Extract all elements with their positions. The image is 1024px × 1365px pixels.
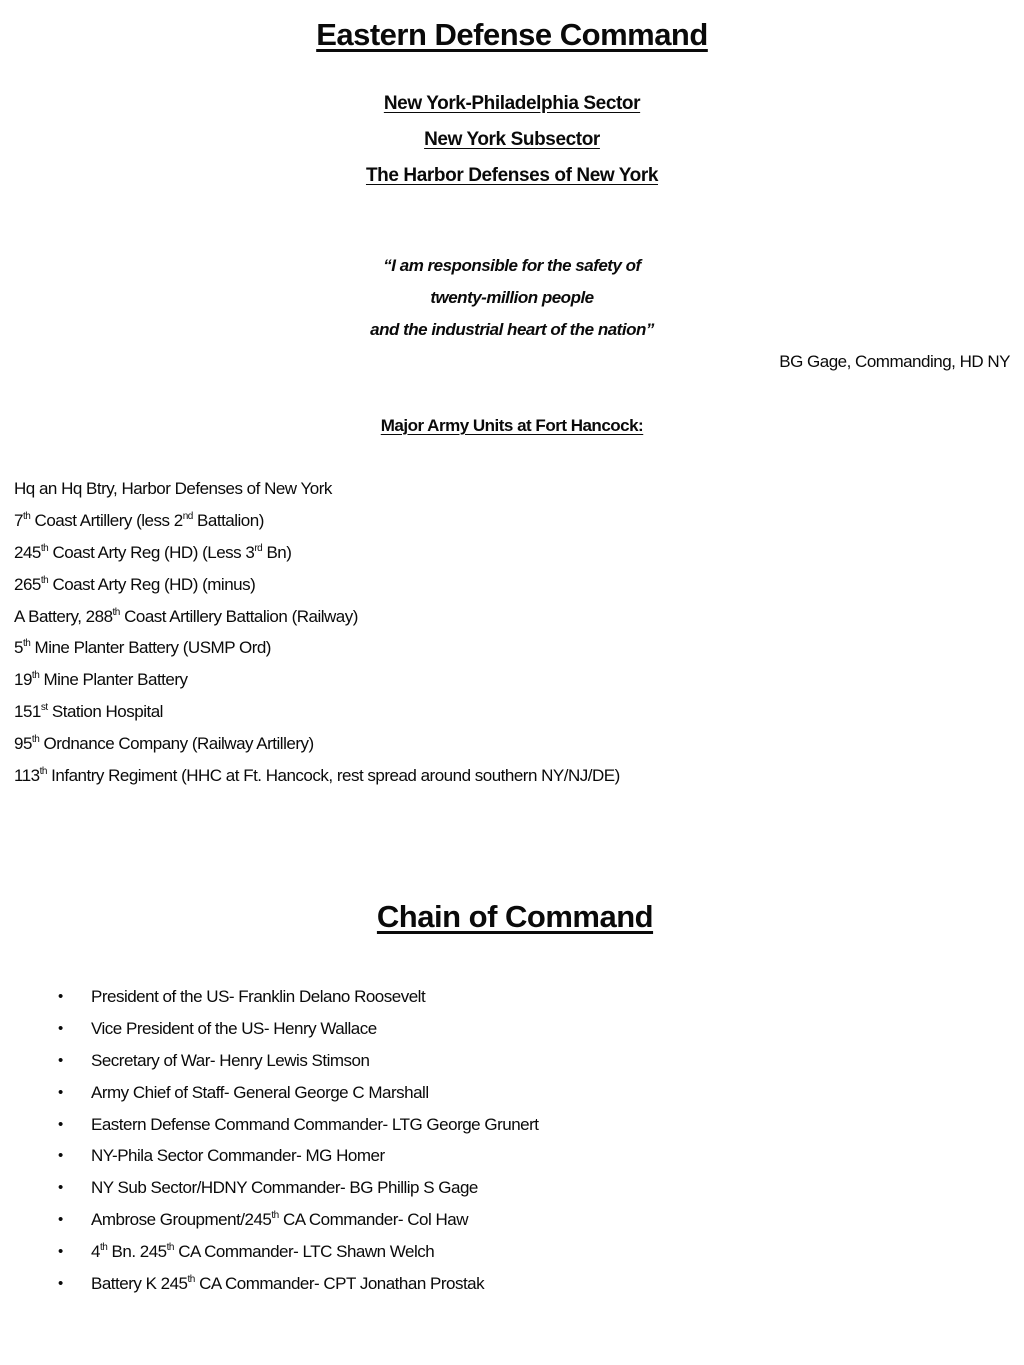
page-title: Eastern Defense Command bbox=[316, 17, 708, 52]
list-item: • Vice President of the US- Henry Wallace bbox=[58, 1017, 539, 1049]
bullet-icon: • bbox=[58, 1179, 63, 1197]
list-item: • Ambrose Groupment/245th CA Commander- Col Haw bbox=[58, 1208, 539, 1240]
list-item: 265th Coast Arty Reg (HD) (minus) bbox=[14, 574, 256, 594]
bullet-icon: • bbox=[58, 1275, 63, 1293]
list-item: • NY-Phila Sector Commander- MG Homer bbox=[58, 1144, 539, 1176]
list-item: 245th Coast Arty Reg (HD) (Less 3rd Bn) bbox=[14, 542, 292, 562]
list-item: 151st Station Hospital bbox=[14, 702, 163, 722]
bullet-icon: • bbox=[58, 1243, 63, 1261]
list-item: 113th Infantry Regiment (HHC at Ft. Hancock, rest spread around southern NY/NJ/DE) bbox=[14, 766, 620, 786]
units-list bbox=[14, 477, 620, 796]
list-item: • NY Sub Sector/HDNY Commander- BG Phillip S Gage bbox=[58, 1176, 539, 1208]
list-item: Hq an Hq Btry, Harbor Defenses of New York bbox=[14, 479, 332, 498]
list-item: A Battery, 288th Coast Artillery Battalion (Railway) bbox=[14, 606, 358, 626]
bullet-icon: • bbox=[58, 988, 63, 1005]
subtitle-sector: New York-Philadelphia Sector bbox=[383, 93, 641, 114]
subtitle-subsector: New York Subsector bbox=[424, 129, 600, 150]
list-item: • Battery K 245th CA Commander- CPT Jonathan Prostak bbox=[58, 1272, 539, 1304]
list-item: 7th Coast Artillery (less 2nd Battalion) bbox=[14, 510, 264, 530]
bullet-icon: • bbox=[58, 1147, 63, 1165]
list-item: • 4th Bn. 245th CA Commander- LTC Shawn Welch bbox=[58, 1240, 539, 1272]
list-item: • President of the US- Franklin Delano Roosevelt bbox=[58, 985, 539, 1017]
quote-attribution: BG Gage, Commanding, HD NY bbox=[779, 352, 1010, 371]
subtitle-harbor-defenses: The Harbor Defenses of New York bbox=[365, 165, 659, 186]
bullet-icon: • bbox=[58, 1083, 63, 1101]
list-item: • Army Chief of Staff- General George C Marshall bbox=[58, 1081, 539, 1113]
chain-of-command-title: Chain of Command bbox=[376, 899, 654, 934]
list-item: 95th Ordnance Company (Railway Artillery) bbox=[14, 734, 314, 754]
quote-line-2: twenty-million people bbox=[430, 288, 594, 307]
bullet-icon: • bbox=[58, 1211, 63, 1229]
bullet-icon: • bbox=[58, 1115, 63, 1133]
list-item: 19th Mine Planter Battery bbox=[14, 670, 188, 690]
list-item: • Eastern Defense Command Commander- LTG George Grunert bbox=[58, 1113, 539, 1145]
list-item: • Secretary of War- Henry Lewis Stimson bbox=[58, 1049, 539, 1081]
list-item: 5th Mine Planter Battery (USMP Ord) bbox=[14, 638, 271, 658]
units-heading: Major Army Units at Fort Hancock: bbox=[380, 416, 644, 435]
bullet-icon: • bbox=[58, 1019, 63, 1037]
bullet-icon: • bbox=[58, 1051, 63, 1069]
quote-line-3: and the industrial heart of the nation” bbox=[370, 320, 654, 339]
chain-of-command-list bbox=[58, 985, 539, 1304]
quote-line-1: “I am responsible for the safety of bbox=[383, 256, 641, 275]
